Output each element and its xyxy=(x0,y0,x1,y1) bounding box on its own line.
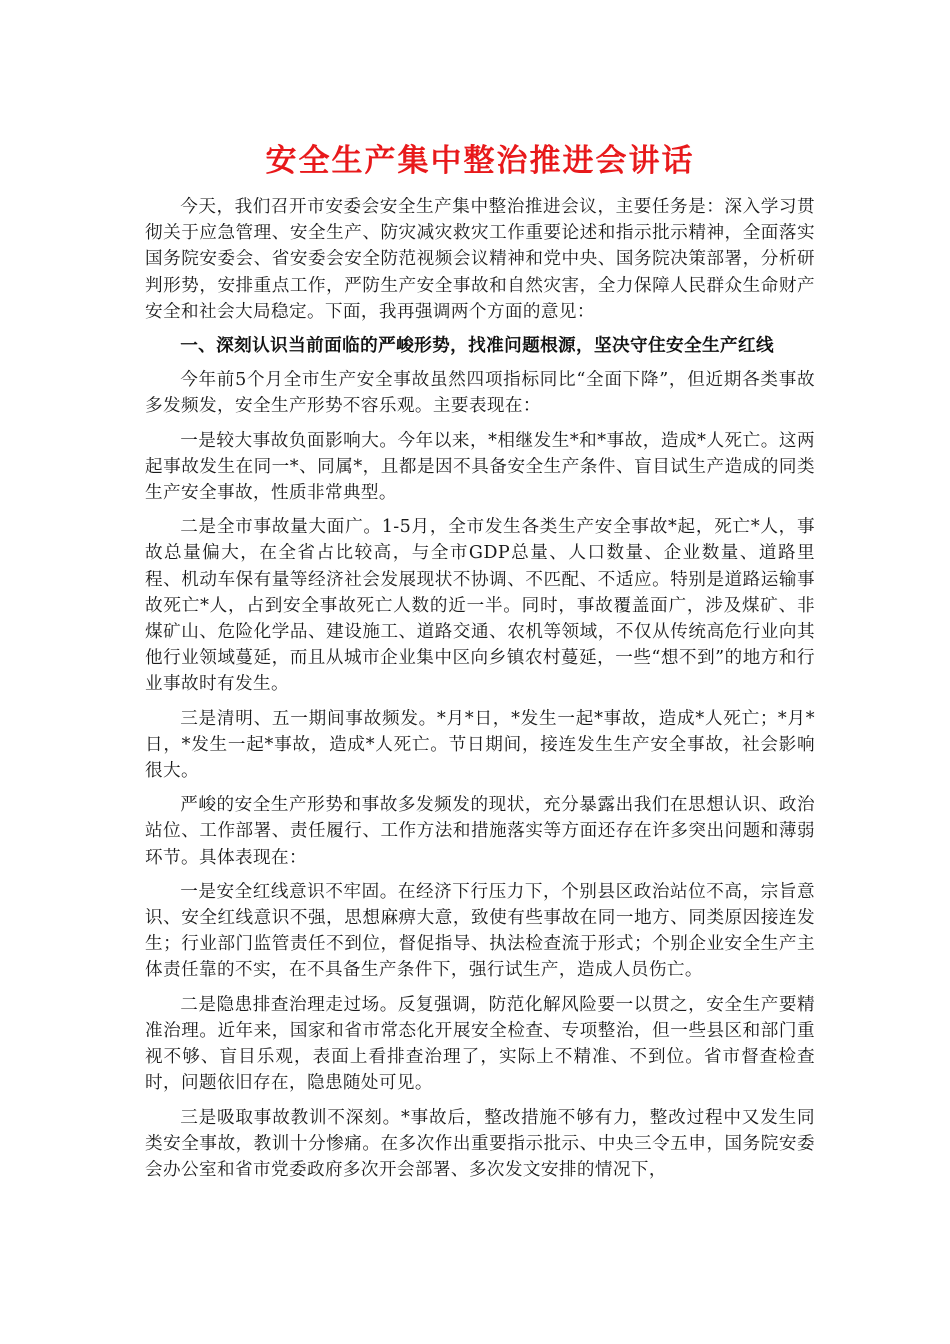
body-paragraph: 今年前5个月全市生产安全事故虽然四项指标同比“全面下降”，但近期各类事故多发频发，安全生产形势不容乐观。主要表现在： xyxy=(145,370,815,417)
intro-paragraph: 今天，我们召开市安委会安全生产集中整治推进会议，主要任务是：深入学习贯彻关于应急管理、安全生产、防灾减灾救灾工作重要论述和指示批示精神，全面落实国务院安委会、省安委会安全防范视频会议精神和党中央、国务院决策部署，分析研判形势，安排重点工作，严防生产安全事故和自然灾害，全力保障人民群众生命财产安全和社会大局稳定。下面，我再强调两个方面的意见： xyxy=(145,197,815,322)
body-paragraph: 一是较大事故负面影响大。今年以来，*相继发生*和*事故，造成*人死亡。这两起事故发生在同一*、同属*，且都是因不具备安全生产条件、盲目试生产造成的同类生产安全事故，性质非常典型。 xyxy=(145,430,815,504)
section-heading: 一、深刻认识当前面临的严峻形势，找准问题根源，坚决守住安全生产红线 xyxy=(180,336,774,357)
body-paragraph: 一是安全红线意识不牢固。在经济下行压力下，个别县区政治站位不高，宗旨意识、安全红线意识不强，思想麻痹大意，致使有些事故在同一地方、同类原因接连发生；行业部门监管责任不到位，督促指导、执法检查流于形式；个别企业安全生产主体责任靠的不实，在不具备生产条件下，强行试生产，造成人员伤亡。 xyxy=(145,881,815,981)
body-paragraph: 三是吸取事故教训不深刻。*事故后，整改措施不够有力，整改过程中又发生同类安全事故，教训十分惨痛。在多次作出重要指示批示、中央三令五申，国务院安委会办公室和省市党委政府多次开会部署、多次发文安排的情况下， xyxy=(145,1107,815,1180)
body-paragraph: 二是全市事故量大面广。1-5月，全市发生各类生产安全事故*起，死亡*人，事故总量偏大，在全省占比较高，与全市GDP总量、人口数量、企业数量、道路里程、机动车保有量等经济社会发展现状不协调、不匹配、不适应。特别是道路运输事故死亡*人，占到安全事故死亡人数的近一半。同时，事故覆盖面广，涉及煤矿、非煤矿山、危险化学品、建设施工、道路交通、农机等领域，不仅从传统高危行业向其他行业领域蔓延，而且从城市企业集中区向乡镇农村蔓延，一些“想不到”的地方和行业事故时有发生。 xyxy=(145,517,815,695)
document-title: 安全生产集中整治推进会讲话 xyxy=(265,143,695,179)
body-paragraph: 三是清明、五一期间事故频发。*月*日，*发生一起*事故，造成*人死亡；*月*日，*发生一起*事故，造成*人死亡。节日期间，接连发生生产安全事故，社会影响很大。 xyxy=(145,708,815,782)
document-body xyxy=(145,140,815,1191)
body-paragraph: 严峻的安全生产形势和事故多发频发的现状，充分暴露出我们在思想认识、政治站位、工作部署、责任履行、工作方法和措施落实等方面还存在许多突出问题和薄弱环节。具体表现在： xyxy=(145,795,815,868)
body-paragraph: 二是隐患排查治理走过场。反复强调，防范化解风险要一以贯之，安全生产要精准治理。近年来，国家和省市常态化开展安全检查、专项整治，但一些县区和部门重视不够、盲目乐观，表面上看排查治理了，实际上不精准、不到位。省市督查检查时，问题依旧存在，隐患随处可见。 xyxy=(145,994,815,1094)
